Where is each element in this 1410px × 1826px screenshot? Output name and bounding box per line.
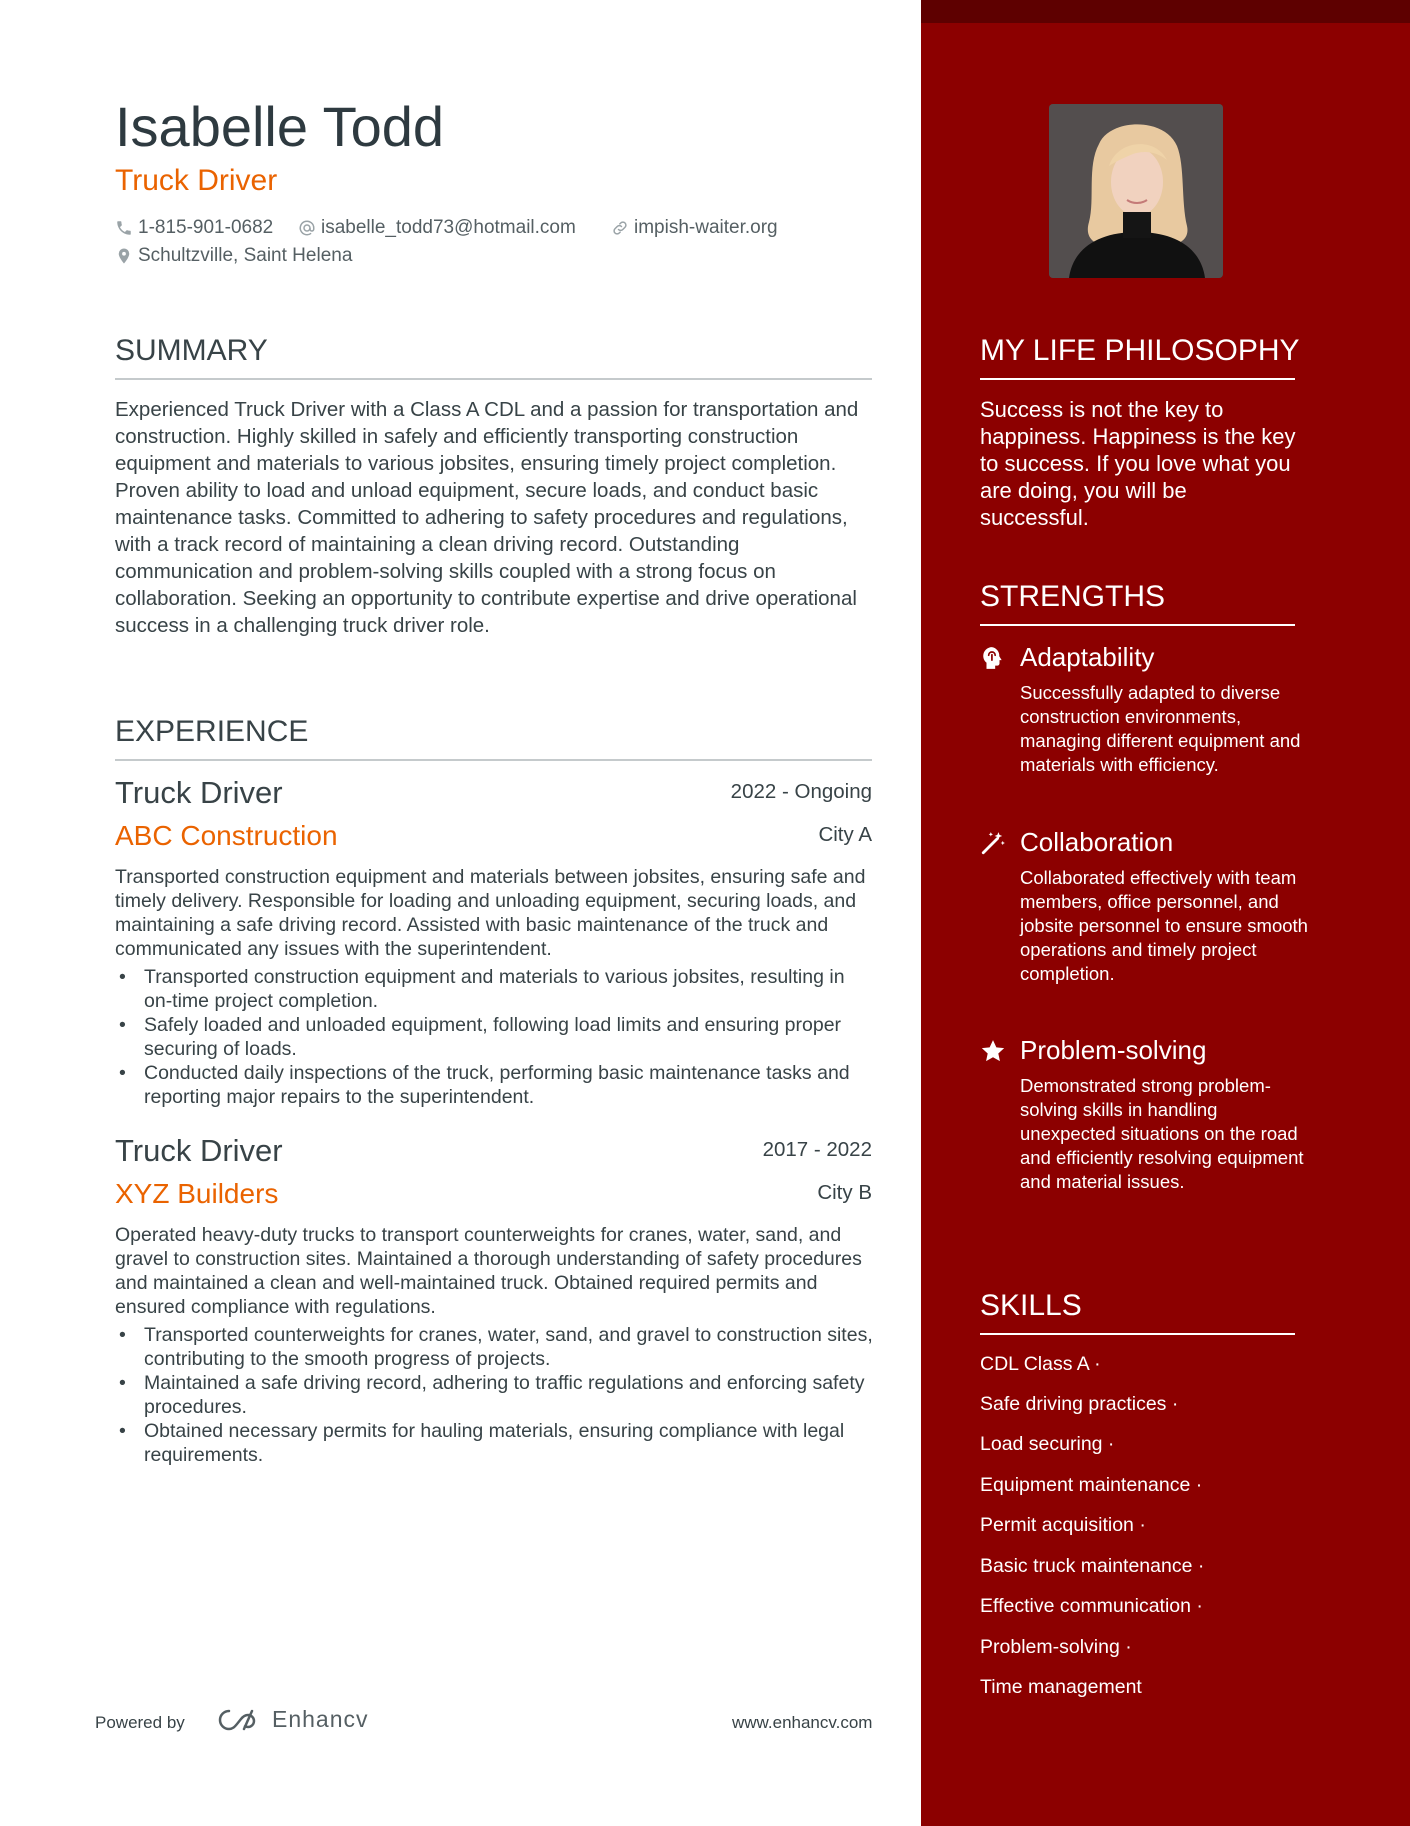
summary-text: Experienced Truck Driver with a Class A CDL and a passion for transportation and construction. Highly skilled in safely and efficiently transporting construction equipment and materials to various jobsites, ensuring timely project completion. Proven ability to load and unload equipment, secure loads, and conduct basic maintenance tasks. Committed to adhering to safety procedures and regulations, with a track record of maintaining a clean driving record. Outstanding communication and problem-solving skills coupled with a strong focus on collaboration. Seeking an opportunity to contribute expertise and drive operational success in a challenging truck driver role. (115, 398, 859, 637)
job-description: Transported construction equipment and materials between jobsites, ensuring safe and timely delivery. Responsible for loading and unloading equipment, securing loads, and maintaining a safe driving record. Assisted with basic maintenance of the truck and communicated any issues with the superintendent. (115, 866, 866, 960)
enhancv-brand: Enhancv (272, 1706, 369, 1732)
job-description: Operated heavy-duty trucks to transport counterweights for cranes, water, sand, and gravel to construction sites. Maintained a thorough understanding of safety procedures and maintained a clean and well-maintained truck. Obtained required permits and ensured compliance with regulations. (115, 1224, 862, 1318)
philosophy-text: Success is not the key to happiness. Happiness is the key to success. If you love what you are doing, you will be successful. (980, 397, 1296, 530)
skill-item: Problem-solving · (980, 1636, 1132, 1658)
job-dates: 2022 - Ongoing (730, 780, 872, 803)
enhancv-logo[interactable] (214, 1706, 369, 1733)
at-icon (298, 219, 316, 237)
job-dates: 2017 - 2022 (762, 1138, 872, 1161)
profile-photo (1049, 104, 1223, 278)
job-location: City A (818, 823, 872, 846)
website-text: impish-waiter.org (634, 217, 778, 238)
email-text: isabelle_todd73@hotmail.com (321, 217, 576, 238)
brain-icon (980, 645, 1006, 671)
contact-phone[interactable] (115, 217, 273, 239)
job-location: City B (817, 1181, 872, 1204)
skill-item: Permit acquisition · (980, 1514, 1146, 1536)
job-bullet: • Maintained a safe driving record, adhering to traffic regulations and enforcing safety procedures. (115, 1371, 877, 1419)
job-title: Truck Driver (115, 775, 283, 810)
sidebar (921, 0, 1410, 1826)
skill-item: Time management (980, 1676, 1142, 1698)
strength-title: Collaboration (1020, 827, 1174, 857)
skill-item: CDL Class A · (980, 1353, 1101, 1375)
contact-location (115, 245, 352, 267)
job-company: XYZ Builders (115, 1178, 279, 1209)
job-bullet: • Safely loaded and unloaded equipment, following load limits and ensuring proper securing of loads. (115, 1013, 877, 1061)
job-bullets (115, 1323, 877, 1467)
skill-item: Equipment maintenance · (980, 1474, 1203, 1496)
candidate-name: Isabelle Todd (115, 95, 444, 158)
strength-description: Collaborated effectively with team members, office personnel, and jobsite personnel to ensure smooth operations and timely project completion. (1020, 867, 1308, 984)
skills-heading: SKILLS (980, 1289, 1295, 1335)
strength-description: Demonstrated strong problem-solving skills in handling unexpected situations on the road and efficiently resolving equipment and material issues. (1020, 1075, 1304, 1192)
candidate-role: Truck Driver (115, 164, 278, 197)
job-title: Truck Driver (115, 1133, 283, 1168)
profile-photo-image (1049, 104, 1223, 278)
magic-wand-icon (980, 830, 1006, 856)
skill-item: Effective communication · (980, 1595, 1203, 1617)
footer-url[interactable]: www.enhancv.com (732, 1713, 873, 1732)
summary-heading: SUMMARY (115, 334, 872, 380)
link-icon (611, 219, 629, 237)
skill-item: Safe driving practices · (980, 1393, 1179, 1415)
job-bullets (115, 965, 877, 1109)
contact-email[interactable] (298, 217, 576, 239)
job-company: ABC Construction (115, 820, 338, 851)
strength-title: Adaptability (1020, 642, 1155, 672)
phone-text: 1-815-901-0682 (138, 217, 274, 238)
philosophy-heading: MY LIFE PHILOSOPHY (980, 334, 1295, 380)
star-icon (980, 1038, 1006, 1064)
location-pin-icon (115, 247, 133, 265)
skill-item: Load securing · (980, 1433, 1115, 1455)
strength-description: Successfully adapted to diverse construction environments, managing different equipment and materials with efficiency. (1020, 682, 1301, 775)
strength-title: Problem-solving (1020, 1035, 1207, 1065)
location-text: Schultzville, Saint Helena (138, 245, 353, 266)
contact-website[interactable] (611, 217, 778, 239)
phone-icon (115, 219, 133, 237)
enhancv-logo-icon (214, 1708, 260, 1732)
job-bullet: • Obtained necessary permits for hauling materials, ensuring compliance with legal requirements. (115, 1419, 877, 1467)
experience-heading: EXPERIENCE (115, 715, 872, 761)
job-bullet: • Transported construction equipment and materials to various jobsites, resulting in on-time project completion. (115, 965, 877, 1013)
strengths-heading: STRENGTHS (980, 580, 1295, 626)
job-bullet: • Conducted daily inspections of the truck, performing basic maintenance tasks and reporting major repairs to the superintendent. (115, 1061, 877, 1109)
skill-item: Basic truck maintenance · (980, 1555, 1205, 1577)
job-bullet: • Transported counterweights for cranes, water, sand, and gravel to construction sites, contributing to the smooth progress of projects. (115, 1323, 877, 1371)
powered-by-label: Powered by (95, 1713, 185, 1732)
sidebar-top-bar (921, 0, 1410, 23)
